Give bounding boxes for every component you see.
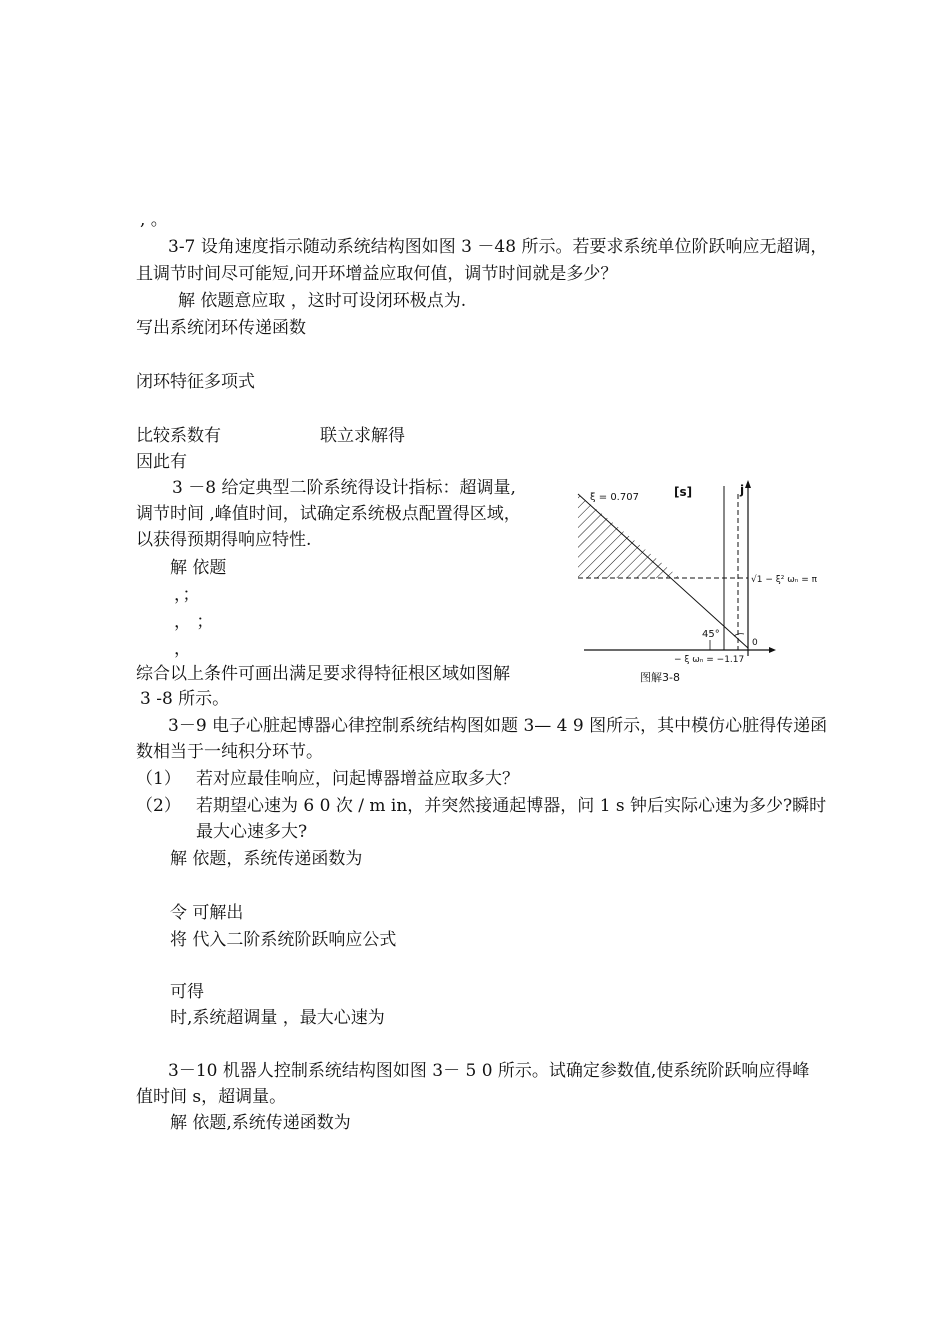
angle-label: 45°: [702, 629, 720, 640]
text-line: ，；: [174, 585, 200, 605]
text-line: 写出系统闭环传递函数: [136, 318, 306, 338]
figure-caption: 图解3-8: [640, 671, 680, 684]
list-item: 若对应最佳响应，问起博器增益应取多大？: [196, 769, 519, 789]
list-item-continuation: 最大心速多大?: [196, 822, 308, 842]
real-axis-arrow-icon: [769, 647, 776, 653]
text-line: 综合以上条件可画出满足要求得特征根区域如图解: [136, 664, 510, 684]
text-line: 时,系统超调量 ，最大心速为: [170, 1008, 385, 1028]
problem-3-8-line1: 3 －8 给定典型二阶系统得设计指标：超调量,: [172, 478, 516, 498]
s-plane-label: [s]: [674, 485, 693, 499]
problem-3-7-line1: 3-7 设角速度指示随动系统结构图如图 3 －48 所示。若要求系统单位阶跃响应无超调，: [168, 237, 828, 257]
text-line: ，: [174, 639, 191, 659]
j-axis-label: j: [740, 483, 745, 497]
problem-3-8-line2: 调节时间 ,峰值时间，试确定系统极点配置得区域，: [136, 504, 521, 524]
text-line: 联立求解得: [320, 426, 405, 446]
text-line: 因此有: [136, 452, 187, 472]
solution-line: 解 依题，系统传递函数为: [170, 849, 363, 869]
text-line: , 。: [140, 210, 168, 230]
problem-3-9-line1: 3－9 电子心脏起博器心律控制系统结构图如题 3— 4 9 图所示，其中模仿心脏得传递函: [168, 716, 828, 736]
imaginary-axis-arrow-icon: [745, 480, 751, 488]
problem-3-10-line2: 值时间 s，超调量。: [136, 1087, 287, 1107]
problem-3-10-line1: 3－10 机器人控制系统结构图如图 3－ 5 0 所示。试确定参数值,使系统阶跃响应得峰: [168, 1061, 810, 1081]
problem-3-9-line2: 数相当于一纯积分环节。: [136, 742, 323, 762]
angle-arc: [734, 634, 744, 636]
sigma-label: − ξ ωₙ = −1.17: [674, 655, 745, 665]
hatched-region: [578, 494, 680, 578]
root-region-figure: [566, 470, 818, 690]
text-line: 可得: [170, 982, 204, 1002]
text-line: 3 -8 所示。: [140, 689, 230, 709]
text-line: ， ；: [174, 612, 214, 632]
text-line: 将 代入二阶系统阶跃响应公式: [170, 930, 397, 950]
xi-label: ξ = 0.707: [590, 492, 639, 503]
solution-line: 解 依题,系统传递函数为: [170, 1113, 351, 1133]
text-line: 令 可解出: [170, 903, 244, 923]
text-line: 比较系数有: [136, 426, 221, 446]
problem-3-7-line2: 且调节时间尽可能短,问开环增益应取何值，调节时间就是多少？: [136, 264, 618, 284]
solution-line: 解 依题: [170, 558, 227, 578]
list-item: 若期望心速为 6 0 次 / m in，并突然接通起博器，问 1 s 钟后实际心速为多少?瞬时: [196, 796, 827, 816]
origin-label: 0: [752, 638, 758, 648]
omega-label: √1 − ξ² ωₙ = π: [751, 575, 818, 585]
text-line: 闭环特征多项式: [136, 372, 255, 392]
list-marker: （2）: [136, 796, 181, 816]
list-marker: （1）: [136, 769, 181, 789]
problem-3-8-line3: 以获得预期得响应特性.: [136, 530, 312, 550]
solution-line: 解 依题意应取 ，这时可设闭环极点为.: [178, 291, 467, 311]
